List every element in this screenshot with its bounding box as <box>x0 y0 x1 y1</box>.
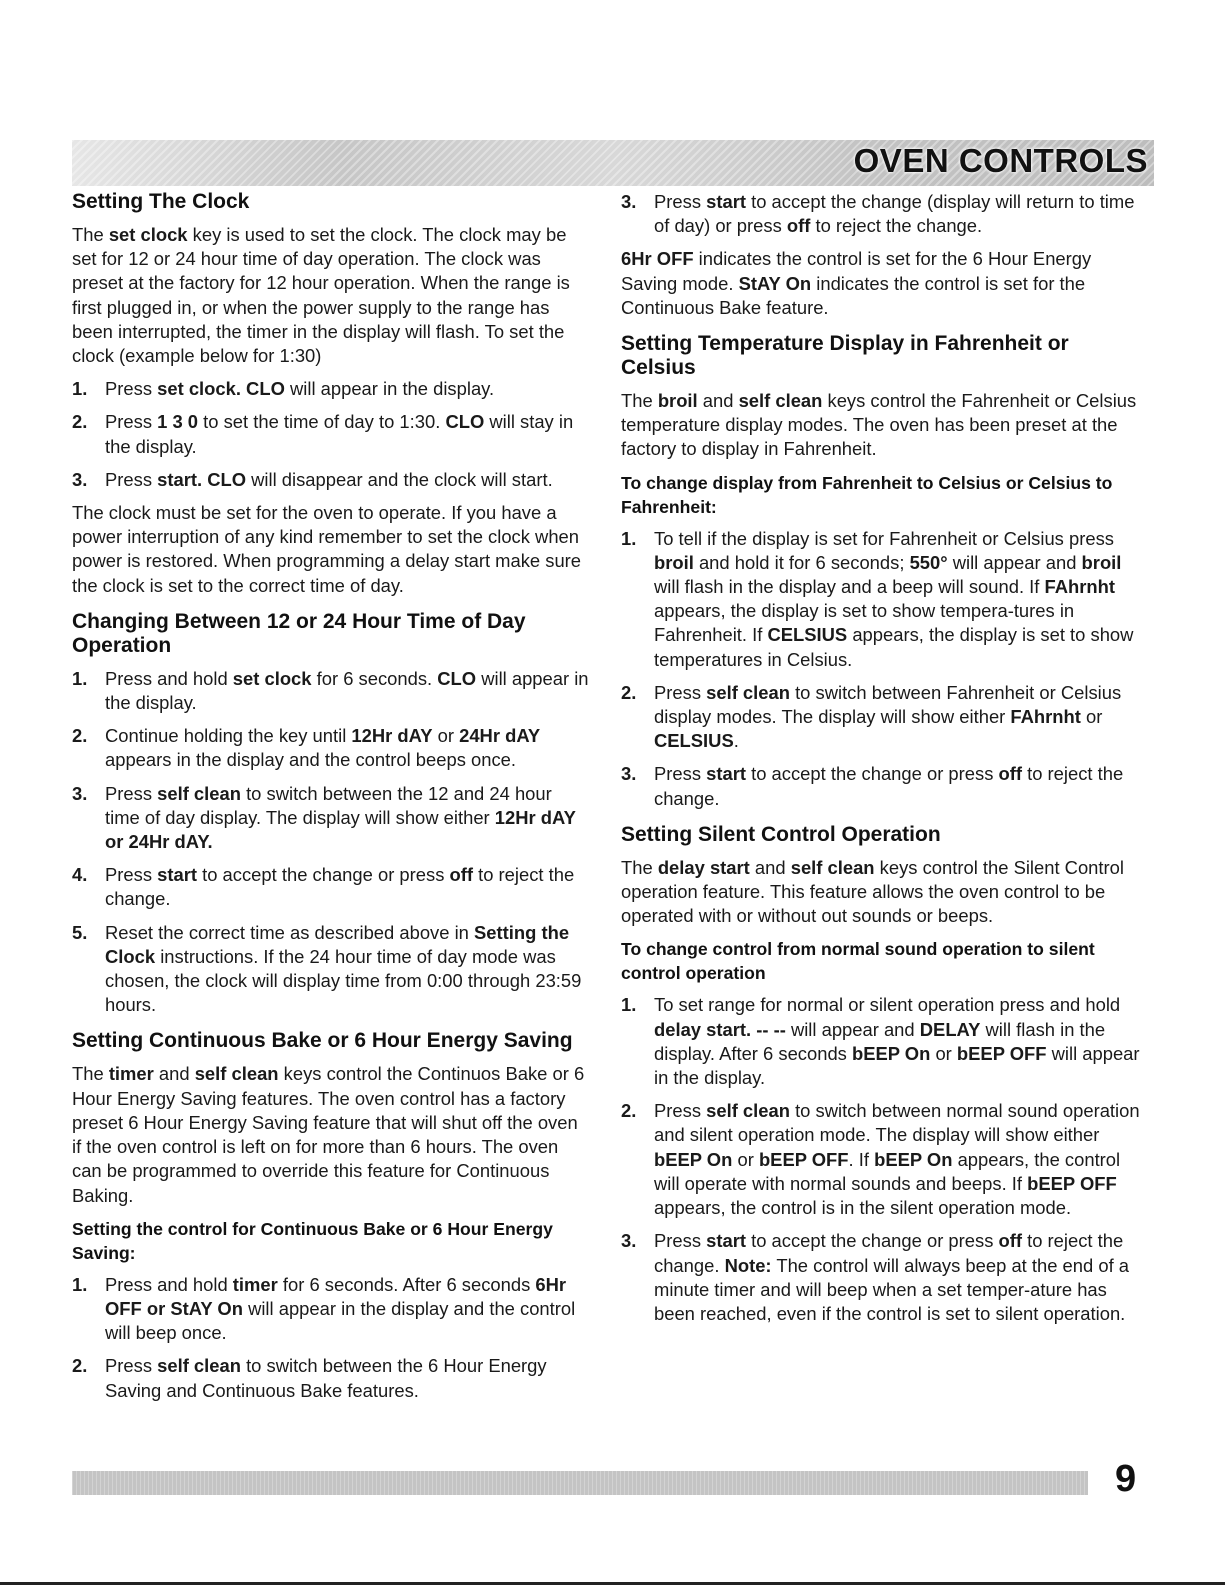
paragraph-bake-note: 6Hr OFF indicates the control is set for the 6 Hour Energy Saving mode. StAY On indicates the control is set for the Continuous Bake feature. <box>621 248 1092 318</box>
section-title: OVEN CONTROLS <box>853 142 1148 179</box>
list-item: 2. Press self clean to switch between Fahrenheit or Celsius display modes. The display will show either FAhrnht or CELSIUS. <box>621 681 1122 752</box>
heading-setting-the-clock: Setting The Clock <box>72 190 250 213</box>
paragraph-temp-intro: The broil and self clean keys control the Fahrenheit or Celsius temperature display modes. The oven has been preset at the factory to display in Fahrenheit. <box>621 390 1137 460</box>
list-item: 3. Press start. CLO will disappear and the clock will start. <box>72 468 553 490</box>
list-item: 2. Press self clean to switch between normal sound operation and silent operation mode. The display will show either bEEP On or bEEP OFF. If bEEP On appears, the control will operate with normal sounds and beeps. If bEEP OFF appears, the control is in the silent operation mode. <box>621 1100 1140 1219</box>
paragraph-clock-after: The clock must be set for the oven to operate. If you have a power interruption of any kind remember to set the clock when power is restored. When programming a delay start make sure the clock is set to the correct time of day. <box>72 502 582 596</box>
list-item: 3. Press start to accept the change or press off to reject the change. <box>621 763 1124 809</box>
section-header-band <box>72 140 1154 186</box>
paragraph-clock-intro: The set clock key is used to set the clock. The clock may be set for 12 or 24 hour time of day operation. The clock was preset at the factory for 12 hour operation. When the range is first plugged in, or when the power supply to the range has been interrupted, the timer in the display will flash. To set the clock (example below for 1:30) <box>72 224 570 367</box>
list-item: 1. Press and hold set clock for 6 seconds. CLO will appear in the display. <box>72 667 589 714</box>
list-item: 3. Press self clean to switch between the 12 and 24 hour time of day display. The display will show either 12Hr dAY or 24Hr dAY. <box>72 782 576 853</box>
subheading-temp-change: To change display from Fahrenheit to Celsius or Celsius to Fahrenheit: <box>621 472 1113 517</box>
list-item: 1. To tell if the display is set for Fahrenheit or Celsius press broil and hold it for 6 seconds; 550° will appear and broil will flash in the display and a beep will sound. If FAhrnht appears, the display is set to show tempera-tures in Fahrenheit. If CELSIUS appears, the display is set to show temperatures in Celsius. <box>621 527 1134 670</box>
list-item: 3. Press start to accept the change (display will return to time of day) or press off to reject the change. <box>621 191 1135 237</box>
bake-steps-list <box>72 1273 590 1403</box>
list-item: 1. Press and hold timer for 6 seconds. After 6 seconds 6Hr OFF or StAY On will appear in the display and the control will beep once. <box>72 1273 576 1344</box>
paragraph-silent-intro: The delay start and self clean keys control the Silent Control operation feature. This feature allows the oven control to be operated with or without out sounds or beeps. <box>621 856 1124 927</box>
paragraph-bake-intro: The timer and self clean keys control the Continuos Bake or 6 Hour Energy Saving features. The oven control has a factory preset 6 Hour Energy Saving feature that will shut off the oven if the oven control is left on for more than 6 hours. The oven can be programmed to override this feature for Continuous Baking. <box>72 1063 585 1206</box>
silent-steps-list <box>621 993 1141 1326</box>
subheading-bake-control: Setting the control for Continuous Bake or 6 Hour Energy Saving: <box>72 1218 553 1263</box>
left-column <box>72 190 590 1412</box>
hour-steps-list <box>72 667 590 1018</box>
heading-silent-control: Setting Silent Control Operation <box>621 822 941 846</box>
list-item: 2. Continue holding the key until 12Hr dAY or 24Hr dAY appears in the display and the control beeps once. <box>72 725 541 771</box>
bake-steps-continued <box>621 190 1141 238</box>
heading-12-24-hour: Changing Between 12 or 24 Hour Time of Day Operation <box>72 609 526 657</box>
list-item: 1. Press set clock. CLO will appear in the display. <box>72 378 495 400</box>
list-item: 4. Press start to accept the change or press off to reject the change. <box>72 864 575 910</box>
heading-continuous-bake: Setting Continuous Bake or 6 Hour Energy Saving <box>72 1029 573 1053</box>
subheading-silent-change: To change control from normal sound operation to silent control operation <box>621 939 1095 984</box>
list-item: 2. Press 1 3 0 to set the time of day to 1:30. CLO will stay in the display. <box>72 411 574 457</box>
heading-temperature-display: Setting Temperature Display in Fahrenheit or Celsius <box>621 332 1069 380</box>
list-item: 1. To set range for normal or silent operation press and hold delay start. -- -- will appear and DELAY will flash in the display. After 6 seconds bEEP On or bEEP OFF will appear in the display. <box>621 994 1140 1089</box>
footer-band <box>72 1471 1088 1495</box>
list-item: 2. Press self clean to switch between the 6 Hour Energy Saving and Continuous Bake features. <box>72 1355 547 1401</box>
right-column <box>621 190 1141 1335</box>
clock-steps-list <box>72 377 590 492</box>
page-number: 9 <box>1115 1458 1137 1500</box>
list-item: 3. Press start to accept the change or press off to reject the change. Note: The control will always beep at the end of a minute timer and will beep when a set temper-ature has been reached, even if the control is set to silent operation. <box>621 1230 1130 1324</box>
temp-steps-list <box>621 527 1141 811</box>
list-item: 5. Reset the correct time as described above in Setting the Clock instructions. If the 24 hour time of day mode was chosen, the clock will display time from 0:00 through 23:59 hours. <box>72 921 582 1016</box>
